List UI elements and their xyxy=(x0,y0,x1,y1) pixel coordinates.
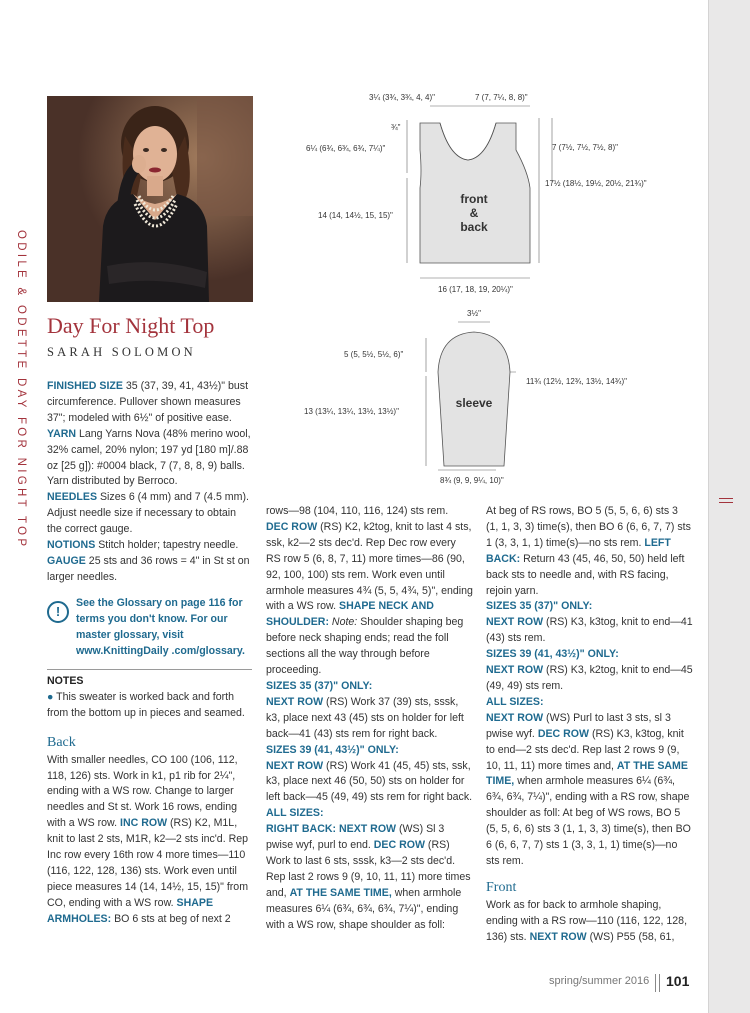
dim-length-left: 13 (13¼, 13¼, 13½, 13½)" xyxy=(304,407,399,416)
glossary-text: See the Glossary on page 116 for terms you don't know. For our master glossary, visit www.KnittingDaily .com/glossary. xyxy=(76,597,245,657)
body-label-front: front xyxy=(460,192,488,206)
sleeve-schematic xyxy=(290,304,690,494)
footer-divider xyxy=(655,974,660,992)
side-tab-pattern-label: DAY FOR NIGHT TOP xyxy=(15,378,27,550)
body-label-amp: & xyxy=(469,206,479,220)
dim-sleeve-bottom: 8¾ (9, 9, 9¼, 10)" xyxy=(440,476,504,485)
dim-width-right: 11¾ (12½, 12¾, 13½, 14¾)" xyxy=(526,377,627,386)
instructions-column-3: At beg of RS rows, BO 5 (5, 5, 6, 6) sts 3 (1, 1, 3, 3) time(s), then BO 6 (6, 6, 7, 7) sts 1 (3, 3, 1, 1) time(s)—no sts rem. LEFT BACK: Return 43 (45, 46, 50, 50) held left back sts to needle and, with RS facing, rejoin yarn. SIZES 35 (37)" ONLY: NEXT ROW (RS) K3, k3tog, knit to end—41 (43) sts rem. SIZES 39 (41, 43½)" ONLY: NEXT ROW (RS) K3, k2tog, knit to end—45 (49, 49) sts rem. ALL SIZES: NEXT ROW (WS) Purl to last 3 sts, sl 3 pwise wyf. DEC ROW (RS) K3, k3tog, knit to end—2 sts dec'd. Rep last 2 rows 9 (9, 10, 11, 11) more times and, AT THE SAME TIME, when armhole measures 6¼ (6¾, 6¾, 6¾, 7¼)", ending with a RS row, shape shoulder as foll: At beg of WS rows, BO 5 (5, 5, 6, 6) sts 3 (1, 1, 3, 3) time(s), then BO 6 (6, 6, 7, 7) sts 1 (3, 3, 1, 1) time(s)—no sts rem. Front Work as for back to armhole shaping, ending with a RS row—110 (116, 122, 128, 136) sts. NEXT ROW (WS) P55 (58, 61, xyxy=(486,505,693,943)
dim-small-left: ¾" xyxy=(391,123,401,132)
spec-finished-size: FINISHED SIZE 35 (37, 39, 41, 43½)" bust circumference. Pullover shown measures 37"; modeled with 6½" of positive ease. xyxy=(47,380,249,424)
dim-top-left: 3¼ (3¾, 3¾, 4, 4)" xyxy=(369,93,435,102)
side-tab-section-label: ODILE & ODETTE xyxy=(15,230,27,372)
dim-bottom: 16 (17, 18, 19, 20¼)" xyxy=(438,285,513,294)
page-number: 101 xyxy=(666,973,690,989)
specs-block xyxy=(47,379,252,586)
sleeve-label: sleeve xyxy=(455,396,493,410)
dim-cap-left: 5 (5, 5½, 5½, 6)" xyxy=(344,350,404,359)
back-instructions: With smaller needles, CO 100 (106, 112, 118, 126) sts. Work in k1, p1 rib for 2¼", ending with a WS row. Change to larger needles and St st. Work 16 rows, ending with a WS row. INC ROW (RS) K2, M1L, knit to last 2 sts, M1R, k2—2 sts inc'd. Rep Inc row every 16th row 4 more times—110 (116, 122, 128, 136) sts. Work even until piece measures 14 (14, 14½, 15, 15)" from CO, ending with a WS row. SHAPE ARMHOLES: BO 6 sts at beg of next 2 xyxy=(47,753,249,925)
notes-item: ● This sweater is worked back and forth from the bottom up in pieces and seamed. xyxy=(47,690,245,719)
notes-heading: NOTES xyxy=(47,675,84,687)
size-heading: SIZES 35 (37)" ONLY: xyxy=(266,679,373,692)
model-photo xyxy=(47,96,253,302)
body-label-back: back xyxy=(460,220,488,234)
back-heading: Back xyxy=(47,734,76,750)
dim-armhole-left: 6¼ (6¾, 6¾, 6¾, 7¼)" xyxy=(306,144,386,153)
size-heading: ALL SIZES: xyxy=(486,695,544,708)
designer-name: SARAH SOLOMON xyxy=(47,345,196,359)
dim-sleeve-top: 3½" xyxy=(467,309,481,318)
front-heading: Front xyxy=(486,879,517,895)
side-tab xyxy=(708,0,750,1013)
size-heading: SIZES 35 (37)" ONLY: xyxy=(486,600,593,613)
size-heading: SIZES 39 (41, 43½)" ONLY: xyxy=(486,648,619,661)
side-tab-separator xyxy=(719,498,733,500)
bullet-icon: ● xyxy=(47,690,57,703)
exclamation-icon: ! xyxy=(47,601,69,623)
spec-notions: NOTIONS Stitch holder; tapestry needle. xyxy=(47,539,239,552)
dim-armhole-right: 7 (7½, 7½, 7½, 8)" xyxy=(552,143,618,152)
notes-back-column xyxy=(47,674,252,928)
size-heading: ALL SIZES: xyxy=(266,807,324,820)
pattern-title: Day For Night Top xyxy=(47,313,215,338)
instructions-column-2: rows—98 (104, 110, 116, 124) sts rem. DEC ROW (RS) K2, k2tog, knit to last 4 sts, ssk, k2—2 sts dec'd. Rep Dec row every RS row 5 (6, 8, 7, 11) more times—86 (90, 92, 100, 100) sts rem. Work even until armhole measures 4¾ (5, 5, 4¾, 5)", ending with a WS row. SHAPE NECK AND SHOULDER: Note: Shoulder shaping beg before neck shaping ends; read the foll sections all the way through before proceeding. SIZES 35 (37)" ONLY: NEXT ROW (RS) Work 37 (39) sts, sssk, k3, place next 43 (45) sts on holder for left back—41 (43) sts rem for right back. SIZES 39 (41, 43½)" ONLY: NEXT ROW (RS) Work 41 (45, 45) sts, ssk, k3, place next 46 (50, 50) sts on holder for left back—45 (49, 49) sts rem for right back. ALL SIZES: RIGHT BACK: NEXT ROW (WS) Sl 3 pwise wyf, purl to end. DEC ROW (RS) Work to last 6 sts, sssk, k3—2 sts dec'd. Rep last 2 rows 9 (9, 10, 11, 11) more times and, AT THE SAME TIME, when armhole measures 6¼ (6¾, 6¾, 6¾, 7¼)", ending with a WS row, shape shoulder as foll: xyxy=(266,505,473,931)
dim-side-left: 14 (14, 14½, 15, 15)" xyxy=(318,211,393,220)
spec-needles: NEEDLES Sizes 6 (4 mm) and 7 (4.5 mm). Adjust needle size if necessary to obtain the correct gauge. xyxy=(47,491,249,536)
size-heading: SIZES 39 (41, 43½)" ONLY: xyxy=(266,743,399,756)
issue-label: spring/summer 2016 xyxy=(549,975,650,987)
dim-length-right: 17½ (18½, 19½, 20½, 21¾)" xyxy=(545,179,647,188)
spec-yarn: YARN Lang Yarns Nova (48% merino wool, 32% camel, 20% nylon; 197 yd [180 m]/.88 oz [25 g]): #0004 black, 7 (7, 8, 8, 9) balls. Yarn distributed by Berroco. xyxy=(47,427,251,488)
body-schematic xyxy=(290,88,690,303)
notes-divider xyxy=(47,669,252,670)
dim-top-right: 7 (7, 7¼, 8, 8)" xyxy=(475,93,528,102)
spec-gauge: GAUGE 25 sts and 36 rows = 4" in St st on larger needles. xyxy=(47,554,250,583)
